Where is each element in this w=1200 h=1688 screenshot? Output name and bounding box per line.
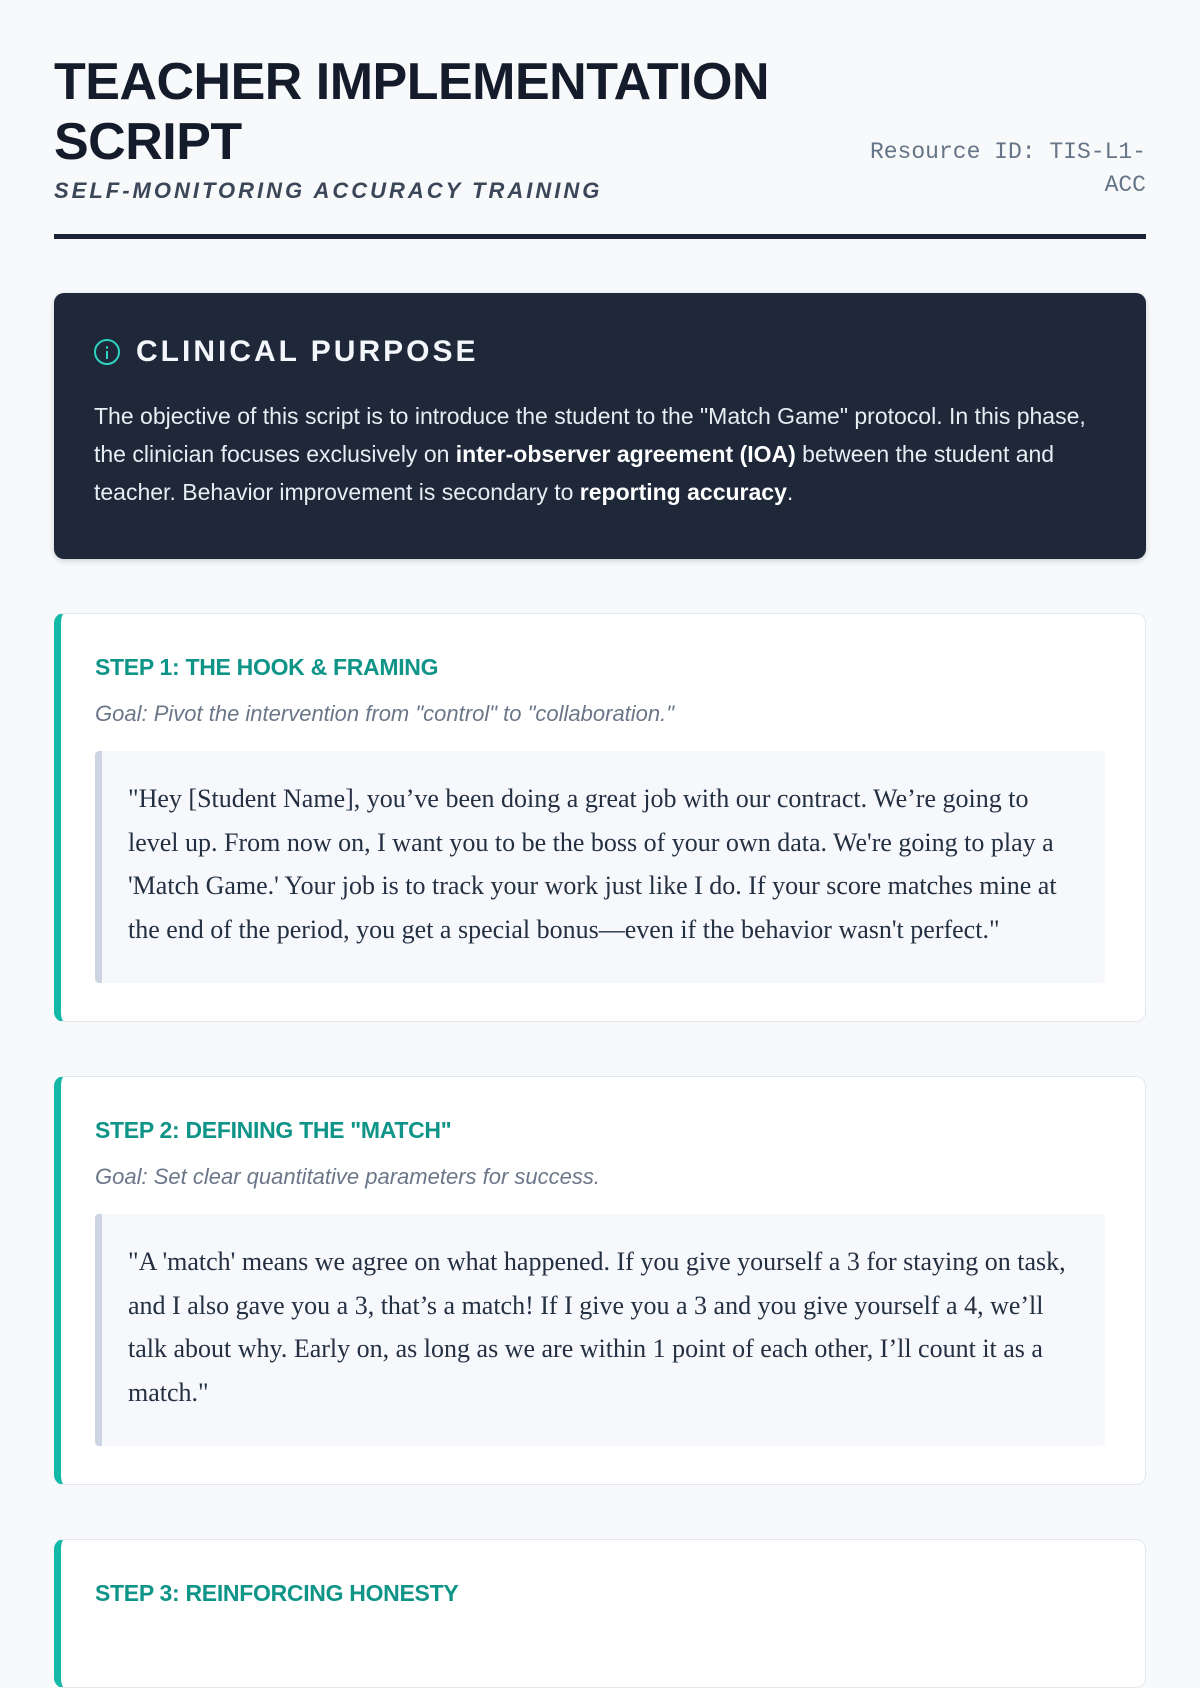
reporting-accuracy-term: reporting accuracy: [579, 479, 787, 505]
step-card-1: [54, 613, 1146, 1022]
step-card-2: [54, 1076, 1146, 1485]
purpose-text-part: The objective of this script is to introduce the student to the "Match Game" protocol. In this phase, the clinician focuses exclusively on: [94, 403, 1086, 467]
page-subtitle: SELF-MONITORING ACCURACY TRAINING: [54, 178, 603, 203]
step-card-3: [54, 1539, 1146, 1688]
step-title: STEP 2: DEFINING THE "MATCH": [95, 1117, 452, 1143]
step-title: STEP 3: REINFORCING HONESTY: [95, 1580, 459, 1606]
step-goal: Goal: Pivot the intervention from "control" to "collaboration.": [95, 701, 675, 726]
page-title: TEACHER IMPLEMENTATION SCRIPT: [54, 53, 770, 171]
info-icon: [94, 339, 120, 365]
resource-id: Resource ID: TIS-L1-ACC: [869, 139, 1146, 198]
step-goal: Goal: Set clear quantitative parameters for success.: [95, 1164, 601, 1189]
clinical-purpose-panel: [54, 293, 1146, 559]
step-title: STEP 1: THE HOOK & FRAMING: [95, 654, 439, 680]
step-script-quote: "Hey [Student Name], you’ve been doing a great job with our contract. We’re going to level up. From now on, I want you to be the boss of your own data. We're going to play a 'Match Game.' Your job is to track your work just like I do. If your score matches mine at the end of the period, you get a special bonus—even if the behavior wasn't perfect.": [95, 751, 1105, 983]
ioa-term: inter-observer agreement (IOA): [455, 441, 796, 467]
clinical-purpose-title: CLINICAL PURPOSE: [136, 335, 479, 368]
purpose-text-part: between the student and teacher. Behavior improvement is secondary to: [94, 441, 1055, 505]
title-block: [54, 52, 814, 204]
purpose-text-part: .: [786, 479, 794, 505]
clinical-purpose-text: [94, 397, 1106, 511]
document-header: [54, 52, 1146, 239]
step-script-quote: "A 'match' means we agree on what happened. If you give yourself a 3 for staying on task, and I also gave you a 3, that’s a match! If I give you a 3 and you give yourself a 4, we’ll talk about why. Early on, as long as we are within 1 point of each other, I’ll count it as a match.": [95, 1214, 1105, 1446]
clinical-purpose-header: [94, 335, 1106, 369]
